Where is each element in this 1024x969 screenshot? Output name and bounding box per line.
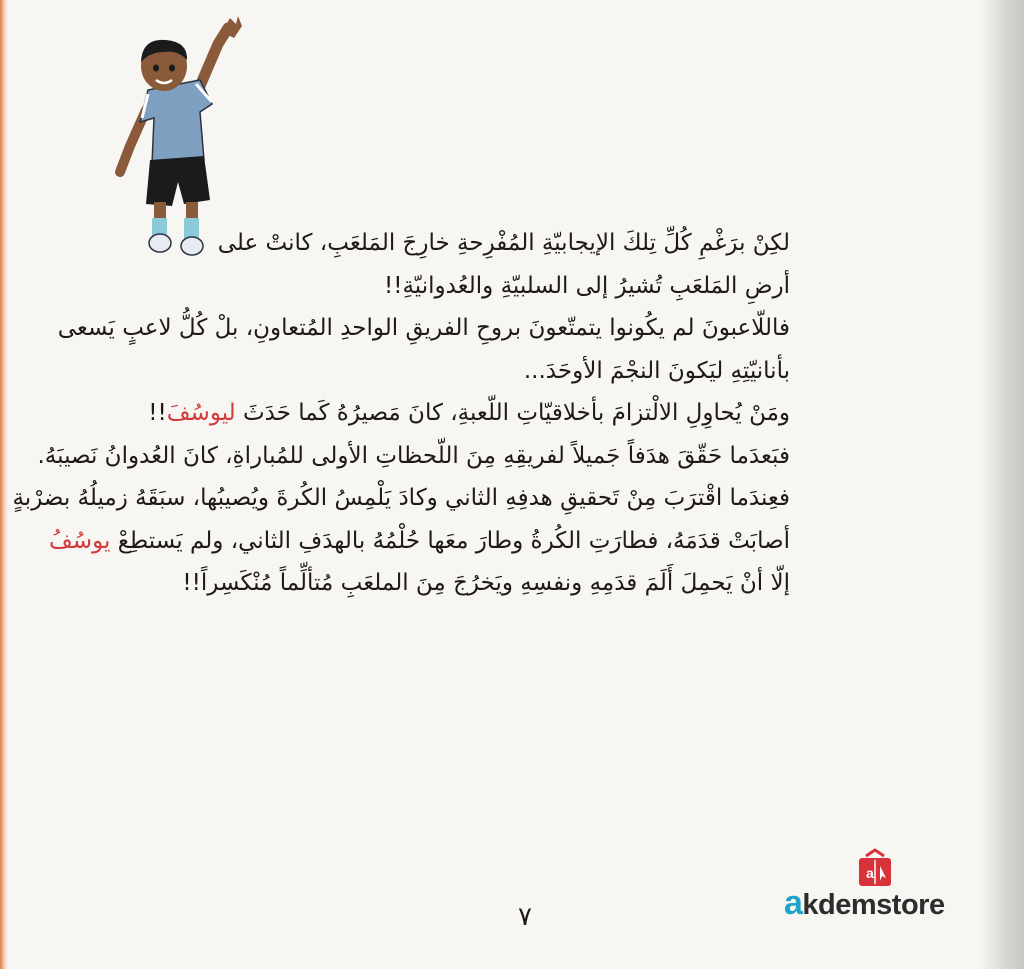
svg-text:a: a [866, 865, 874, 881]
logo-word-rest: kdemstore [802, 889, 945, 921]
story-line-9: إلّا أنْ يَحمِلَ أَلَمَ قدَمِهِ ونفسِهِ ويَخرُجَ مِنَ الملعَبِ مُتألِّماً مُنْكَسِراً!! [182, 570, 790, 596]
logo-letter-a: a [784, 884, 803, 922]
story-line-8 [49, 520, 790, 563]
story-line-5 [100, 392, 790, 435]
akdemstore-logo [782, 848, 972, 920]
page-right-edge [980, 0, 1024, 969]
story-line-4: بأنانيّتِهِ ليَكونَ النجْمَ الأوحَدَ... [523, 357, 790, 384]
logo-wordmark [784, 884, 945, 923]
story-line-7: فعِندَما اقْترَبَ مِنْ تَحقيقِ هدفِهِ الثاني وكادَ يَلْمِسُ الكُرةَ ويُصيبُها، سبَقَهُ زميلُهُ بضرْبةٍ [12, 485, 790, 511]
page-left-edge [0, 0, 8, 969]
page-number: ٧ [518, 902, 532, 932]
story-line-5-text: ومَنْ يُحاوِلِ الالْتزامَ بأخلاقيّاتِ اللّعبةِ، كانَ مَصيرُهُ كَما حَدَثَ [242, 400, 790, 426]
story-line-8-text: أصابَتْ قدَمَهُ، فطارَتِ الكُرةُ وطارَ معَها حُلْمُهُ بالهدَفِ الثاني، ولم يَستطِعْ [117, 527, 790, 554]
character-name-yusuf: ليوسُفَ [166, 400, 236, 426]
book-cart-icon [856, 848, 894, 888]
character-name-yusuf-2: يوسُفُ [49, 527, 111, 554]
story-paragraph [12, 222, 790, 605]
story-line-5-end: !! [148, 400, 167, 426]
story-line-3: فاللّاعبونَ لم يكُونوا يتمتّعونَ بروحِ الفريقِ الواحدِ المُتعاونِ، بلْ كُلُّ لاعبٍ يَسعى [57, 315, 790, 341]
story-line-2: أرضِ المَلعَبِ تُشيرُ إلى السلبيّةِ والعُدوانيّةِ!! [384, 272, 790, 299]
story-line-1: لكِنْ برَغْمِ كُلِّ تِلكَ الإيجابيّةِ المُفْرِحةِ خارِجَ المَلعَبِ، كانتْ على [217, 230, 790, 256]
story-line-6: فبَعدَما حَقّقَ هدَفاً جَميلاً لفريقِهِ مِنَ اللّحظاتِ الأولى للمُباراةِ، كانَ العُدوانُ نَصيبَهُ. [37, 442, 790, 469]
